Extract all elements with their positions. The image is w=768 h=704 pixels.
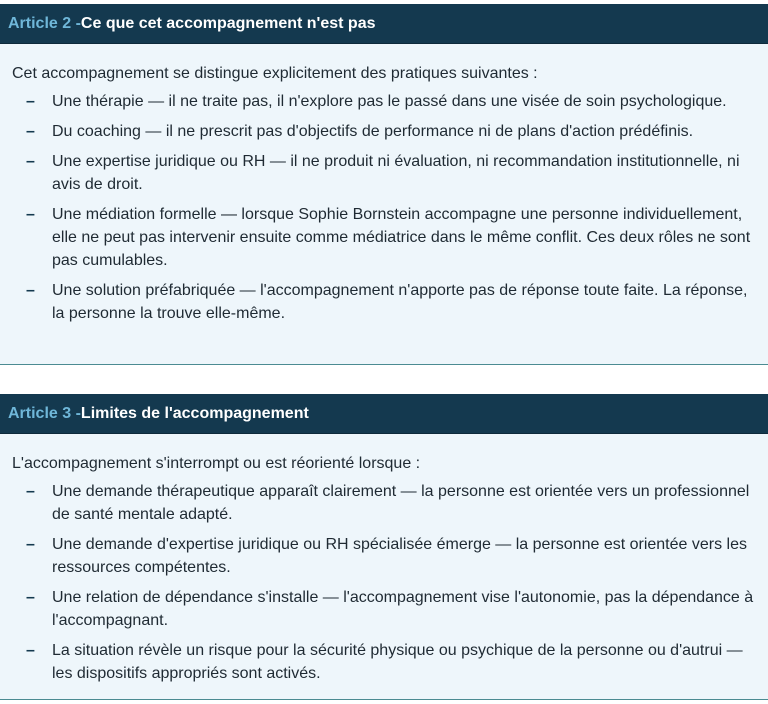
dash-bullet: – — [26, 93, 35, 110]
article-2-title: Ce que cet accompagnement n'est pas — [80, 14, 376, 32]
dash-bullet: – — [26, 483, 35, 500]
list-item-text: La situation révèle un risque pour la sécurité physique ou psychique de la personne ou d'autrui — les dispositifs appropriés sont activés. — [52, 642, 743, 682]
list-item-text: Une relation de dépendance s'installe — l'accompagnement vise l'autonomie, pas la dépendance à l'accompagnant. — [52, 589, 754, 629]
article-3-number: Article 3 - — [8, 404, 81, 422]
list-item — [12, 639, 758, 685]
article-2-list — [12, 90, 758, 325]
article-3-section — [0, 394, 768, 700]
list-item-text: Une thérapie — il ne traite pas, il n'explore pas le passé dans une visée de soin psychologique. — [52, 93, 727, 110]
list-item — [12, 120, 758, 143]
list-item-text: Une solution préfabriquée — l'accompagnement n'apporte pas de réponse toute faite. La réponse, la personne la trouve elle-même. — [52, 282, 748, 322]
article-3-body — [0, 434, 768, 700]
dash-bullet: – — [26, 589, 35, 606]
list-item — [12, 203, 758, 272]
article-3-intro: L'accompagnement s'interrompt ou est réorienté lorsque : — [12, 455, 421, 472]
dash-bullet: – — [26, 536, 35, 553]
list-item — [12, 279, 758, 325]
dash-bullet: – — [26, 282, 35, 299]
list-item-text: Une expertise juridique ou RH — il ne produit ni évaluation, ni recommandation institutionnelle, ni avis de droit. — [52, 153, 740, 193]
article-2-section — [0, 4, 768, 365]
article-2-number: Article 2 - — [8, 14, 81, 32]
dash-bullet: – — [26, 123, 35, 140]
list-item — [12, 480, 758, 526]
list-item-text: Une médiation formelle — lorsque Sophie Bornstein accompagne une personne individuellement, elle ne peut pas intervenir ensuite comme médiatrice dans le même conflit. Ces deux rôles ne sont pas cumulables. — [52, 206, 751, 269]
list-item — [12, 586, 758, 632]
list-item-text: Du coaching — il ne prescrit pas d'objectifs de performance ni de plans d'action prédéfinis. — [52, 123, 694, 140]
article-2-intro: Cet accompagnement se distingue explicitement des pratiques suivantes : — [12, 65, 538, 82]
list-item — [12, 533, 758, 579]
article-2-body — [0, 44, 768, 365]
list-item — [12, 90, 758, 113]
list-item-text: Une demande thérapeutique apparaît clairement — la personne est orientée vers un professionnel de santé mentale adapté. — [52, 483, 750, 523]
list-item — [12, 150, 758, 196]
dash-bullet: – — [26, 206, 35, 223]
dash-bullet: – — [26, 642, 35, 659]
article-3-title: Limites de l'accompagnement — [80, 404, 309, 422]
article-3-header — [0, 394, 768, 434]
list-item-text: Une demande d'expertise juridique ou RH spécialisée émerge — la personne est orientée vers les ressources compétentes. — [52, 536, 747, 576]
dash-bullet: – — [26, 153, 35, 170]
article-2-header — [0, 4, 768, 44]
article-3-list — [12, 480, 758, 685]
